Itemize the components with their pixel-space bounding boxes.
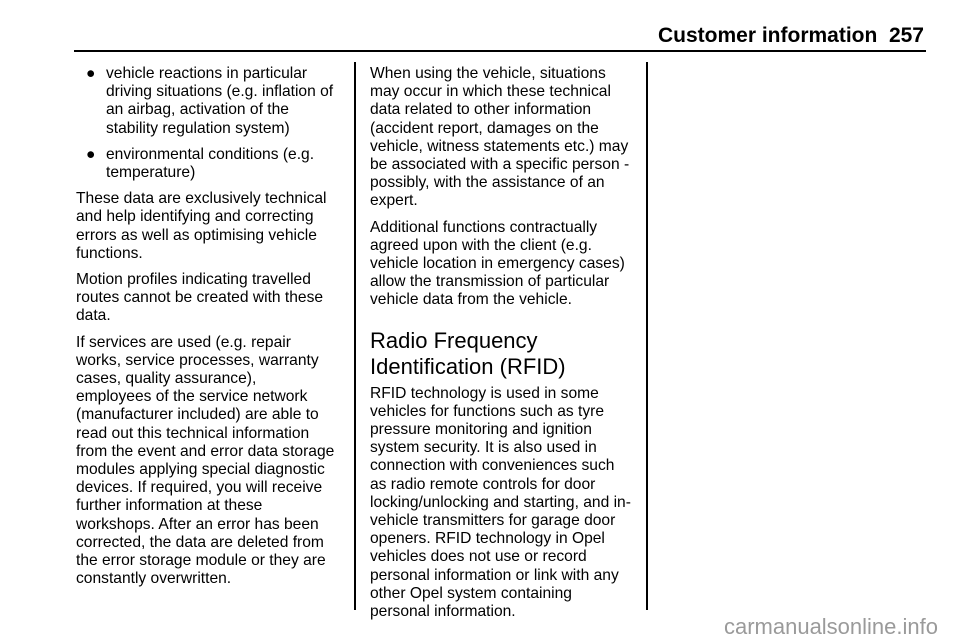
text-line: errors as well as optimising vehicle (76, 226, 317, 244)
text-line: corrected, the data are deleted from (76, 533, 324, 551)
paragraph (370, 385, 638, 622)
text-line: employees of the service network (76, 388, 308, 406)
paragraph (370, 65, 638, 211)
text-line: works, service processes, warranty (76, 351, 319, 369)
text-line: from the event and error data storage (76, 442, 335, 460)
text-line: openers. RFID technology in Opel (370, 530, 605, 548)
text-line: functions. (76, 244, 143, 262)
text-line: data related to other information (370, 101, 592, 119)
text-line: personal information. (370, 603, 516, 621)
text-line: driving situations (e.g. inflation of (106, 83, 334, 101)
bullet-item (76, 146, 344, 182)
text-line: other Opel system containing (370, 584, 572, 602)
text-line: vehicle location in emergency cases) (370, 255, 625, 273)
column-divider-right (646, 62, 648, 610)
text-line: read out this technical information (76, 424, 310, 442)
bullet-icon: ● (86, 65, 96, 82)
text-line: (manufacturer included) are able to (76, 406, 319, 424)
text-line: locking/unlocking and starting, and in- (370, 493, 631, 511)
heading-line: Identification (RFID) (370, 353, 566, 379)
text-line: If services are used (e.g. repair (76, 333, 291, 351)
text-line: workshops. After an error has been (76, 515, 319, 533)
bullet-icon: ● (86, 145, 96, 163)
text-line: be associated with a specific person - (370, 156, 630, 174)
text-line: may occur in which these technical (370, 83, 611, 101)
column-divider (354, 62, 356, 610)
text-line: (accident report, damages on the (370, 119, 599, 137)
text-line: expert. (370, 192, 418, 210)
page-header (650, 24, 924, 52)
section-heading (370, 328, 638, 380)
text-line: an airbag, activation of the (106, 101, 289, 119)
text-line: When using the vehicle, situations (370, 65, 606, 82)
text-line: vehicle data from the vehicle. (370, 291, 572, 309)
text-line: temperature) (106, 164, 196, 182)
text-line: constantly overwritten. (76, 570, 232, 588)
text-line: RFID technology is used in some (370, 384, 599, 402)
text-line: cases, quality assurance), (76, 370, 257, 388)
text-line: vehicle, witness statements etc.) may (370, 137, 629, 155)
paragraph (76, 334, 344, 589)
text-line: vehicle reactions in particular (106, 65, 308, 82)
middle-column (370, 65, 638, 621)
heading-line: Radio Frequency (370, 327, 538, 353)
header-rule (74, 50, 926, 52)
text-line: connection with conveniences such (370, 457, 615, 475)
text-line: as radio remote controls for door (370, 475, 596, 493)
text-line: Motion profiles indicating travelled (76, 271, 311, 289)
text-line: data. (76, 307, 111, 325)
text-line: the error storage module or they are (76, 552, 326, 570)
text-line: modules applying special diagnostic (76, 461, 325, 479)
text-line: possibly, with the assistance of an (370, 174, 605, 192)
text-line: vehicle transmitters for garage door (370, 512, 616, 530)
text-line: agreed upon with the client (e.g. (370, 236, 592, 254)
text-line: pressure monitoring and ignition (370, 421, 592, 439)
text-line: stability regulation system) (106, 119, 290, 137)
paragraph (76, 190, 344, 263)
watermark: carmanualsonline.info (723, 614, 938, 639)
bullet-item (76, 65, 344, 138)
left-column (76, 65, 344, 588)
paragraph (370, 219, 638, 310)
text-line: Additional functions contractually (370, 218, 598, 236)
text-line: allow the transmission of particular (370, 273, 610, 291)
section-title: Customer information (658, 24, 878, 47)
text-line: and help identifying and correcting (76, 208, 314, 226)
text-line: devices. If required, you will receive (76, 479, 323, 497)
text-line: further information at these (76, 497, 263, 515)
page-number: 257 (888, 24, 924, 47)
text-line: personal information or link with any (370, 566, 619, 584)
text-line: system security. It is also used in (370, 439, 597, 457)
text-line: routes cannot be created with these (76, 289, 324, 307)
text-line: vehicles for functions such as tyre (370, 402, 605, 420)
text-line: These data are exclusively technical (76, 190, 327, 208)
text-line: environmental conditions (e.g. (106, 145, 315, 163)
text-line: vehicles does not use or record (370, 548, 587, 566)
paragraph (76, 271, 344, 326)
